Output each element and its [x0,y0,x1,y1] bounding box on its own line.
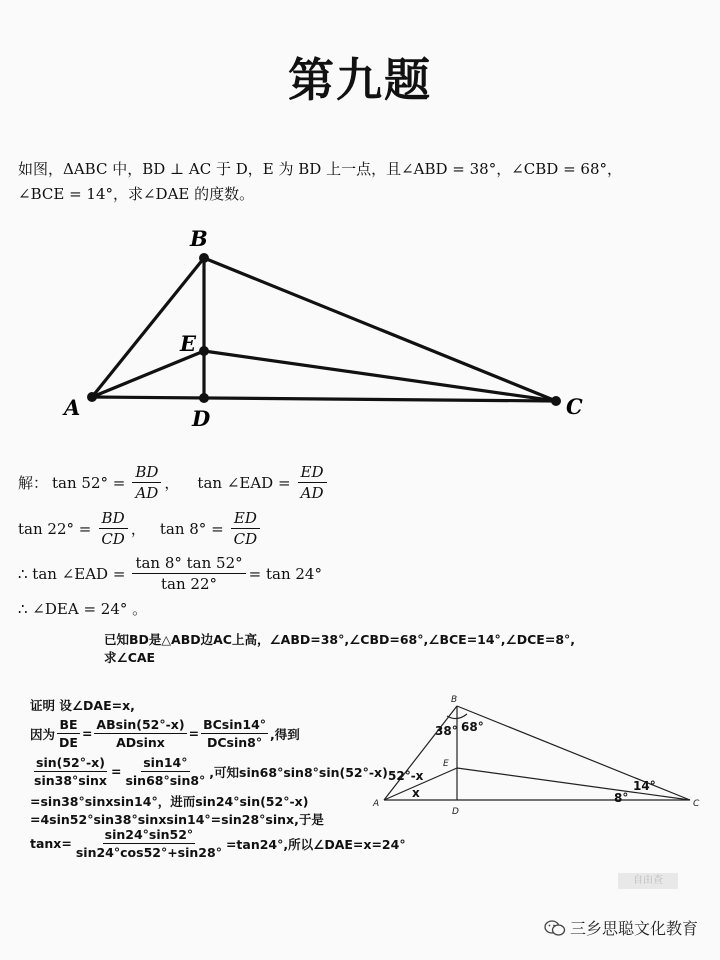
angle-x: x [412,786,420,800]
therefore-tan-ead: ∴ tan ∠EAD = [18,564,126,583]
proof-line-5: =4sin52°sin38°sinxsin14°=sin28°sinx,于是 [30,812,324,827]
fraction-ed-cd: $\frac{ED}{CD}$ [231,508,261,549]
second-problem-line-2: 求∠CAE [104,650,156,665]
tan22-left: tan 22° = [18,519,92,538]
angle-14: 14° [633,779,656,793]
fraction-tan-product: $\frac{\tan 8^\circ \tan 52^\circ}{\tan 22^\circ}$ [132,553,245,594]
tan-ead-left: tan ∠EAD = [197,473,291,492]
fraction-tanx: $\frac{\sin 24^\circ\sin 52^\circ}{\sin 24^\circ\cos 52^\circ+\sin 28^\circ}$ [75,827,222,860]
tan52-left: tan 52° = [52,473,126,492]
label-c: C [566,394,583,419]
stamp-mark: 自由查 [618,873,678,889]
label2-b: B [451,695,458,705]
label-b: B [190,226,208,251]
fraction-ed-ad: $\frac{ED}{AD}$ [298,462,327,503]
solution-prefix: 解： [18,474,49,492]
label-d: D [192,406,211,431]
separator: ， [164,474,180,492]
equals-sign: = [81,726,93,741]
problem-line-1: 如图，ΔABC 中，BD ⊥ AC 于 D，E 为 BD 上一点，且∠ABD = 38°，∠CBD = 68°， [18,160,623,178]
angle-52-minus-x: 52°-x [388,769,424,783]
fraction-bd-ad: $\frac{BD}{AD}$ [132,462,161,503]
angle-68: 68° [461,720,484,734]
label-a: A [64,395,81,420]
solution-line-4: ∴ ∠DEA = 24° 。 [18,600,148,618]
fraction-bd-cd: $\frac{BD}{CD}$ [98,508,128,549]
label2-c: C [693,799,700,809]
tan8-left: tan 8° = [159,519,224,538]
fraction-sin52x: $\frac{\sin(52^\circ-x)}{\sin 38^\circ\sin x}$ [34,755,107,788]
because-text: 因为 [30,726,56,742]
proof-line-4: =sin38°sinxsin14°，进而sin24°sin(52°-x) [30,794,309,809]
proof-line-1: 证明 设∠DAE=x, [30,698,135,713]
second-problem-line-1: 已知BD是△ABD边AC上高，∠ABD=38°,∠CBD=68°,∠BCE=14°,∠DCE=8°, [104,632,576,647]
label2-d: D [452,807,459,817]
known-text: ,可知sin68°sin8°sin(52°-x) [209,764,388,780]
label2-e: E [443,759,449,769]
conclusion-text: =tan24°,所以∠DAE=x=24° [225,836,406,852]
fraction-ab-ad: $\frac{ABsin(52^\circ-x)}{ADsinx}$ [96,717,185,750]
label2-a: A [373,799,380,809]
watermark [544,916,698,939]
problem-line-2: ∠BCE = 14°，求∠DAE 的度数。 [18,185,255,203]
equals-sign: = [110,764,122,779]
angle-38: 38° [435,724,458,738]
fraction-sin14: $\frac{\sin 14^\circ}{\sin 68^\circ\sin 8^\circ}$ [125,755,206,788]
fraction-be-de: $\frac{BE}{DE}$ [59,717,78,750]
fraction-bc-dc: $\frac{BCsin14^\circ}{DCsin8^\circ}$ [203,717,267,750]
tanx-text: tanx= [30,836,72,851]
page-title: 第九题 [288,53,432,107]
separator: ， [130,520,146,538]
label-e: E [180,331,197,356]
wechat-icon [544,919,566,937]
get-text: ,得到 [270,726,300,742]
equals-sign: = [188,726,200,741]
equals-tan24: = tan 24° [248,564,322,583]
edge2-ab [384,706,457,800]
angle-8: 8° [614,791,629,805]
watermark-text: 三乡思聪文化教育 [569,919,698,938]
